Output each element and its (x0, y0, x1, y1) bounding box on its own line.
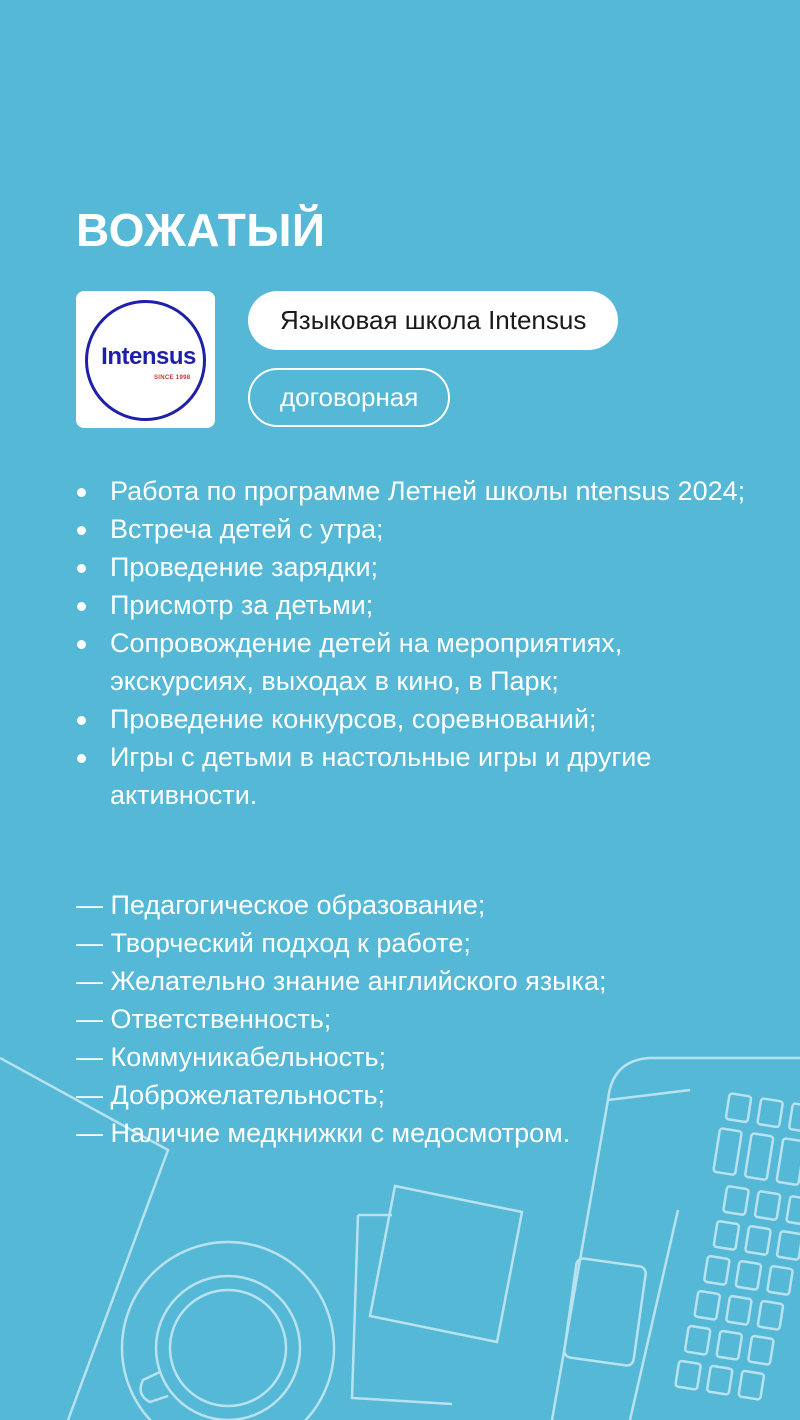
duty-item: Работа по программе Летней школы ntensus 2024; (76, 472, 756, 510)
requirement-item: — Доброжелательность; (76, 1080, 386, 1110)
vacancy-title: ВОЖАТЫЙ (76, 204, 326, 256)
salary-badge: договорная (248, 368, 450, 427)
duty-item: Встреча детей с утра; (76, 510, 756, 548)
requirement-item: — Наличие медкнижки с медосмотром. (76, 1118, 571, 1148)
duty-item: Проведение конкурсов, соревнований; (76, 700, 756, 738)
duty-item: Игры с детьми в настольные игры и другие активности. (76, 738, 756, 814)
requirement-item: — Педагогическое образование; (76, 890, 486, 920)
requirement-item: — Коммуникабельность; (76, 1042, 387, 1072)
logo-wordmark: Intensus (101, 343, 196, 370)
company-name-badge: Языковая школа Intensus (248, 291, 618, 350)
requirement-item: — Творческий подход к работе; (76, 928, 471, 958)
duties-list (76, 472, 756, 814)
requirements-list (76, 886, 776, 1152)
duty-item: Сопровождение детей на мероприятиях, экскурсиях, выходах в кино, в Парк; (76, 624, 756, 700)
duty-item: Присмотр за детьми; (76, 586, 756, 624)
logo-ring (85, 300, 206, 421)
logo-since-text: SINCE 1998 (154, 375, 191, 381)
duty-item: Проведение зарядки; (76, 548, 756, 586)
company-logo (76, 291, 215, 428)
requirement-item: — Желательно знание английского языка; (76, 966, 607, 996)
requirement-item: — Ответственность; (76, 1004, 332, 1034)
